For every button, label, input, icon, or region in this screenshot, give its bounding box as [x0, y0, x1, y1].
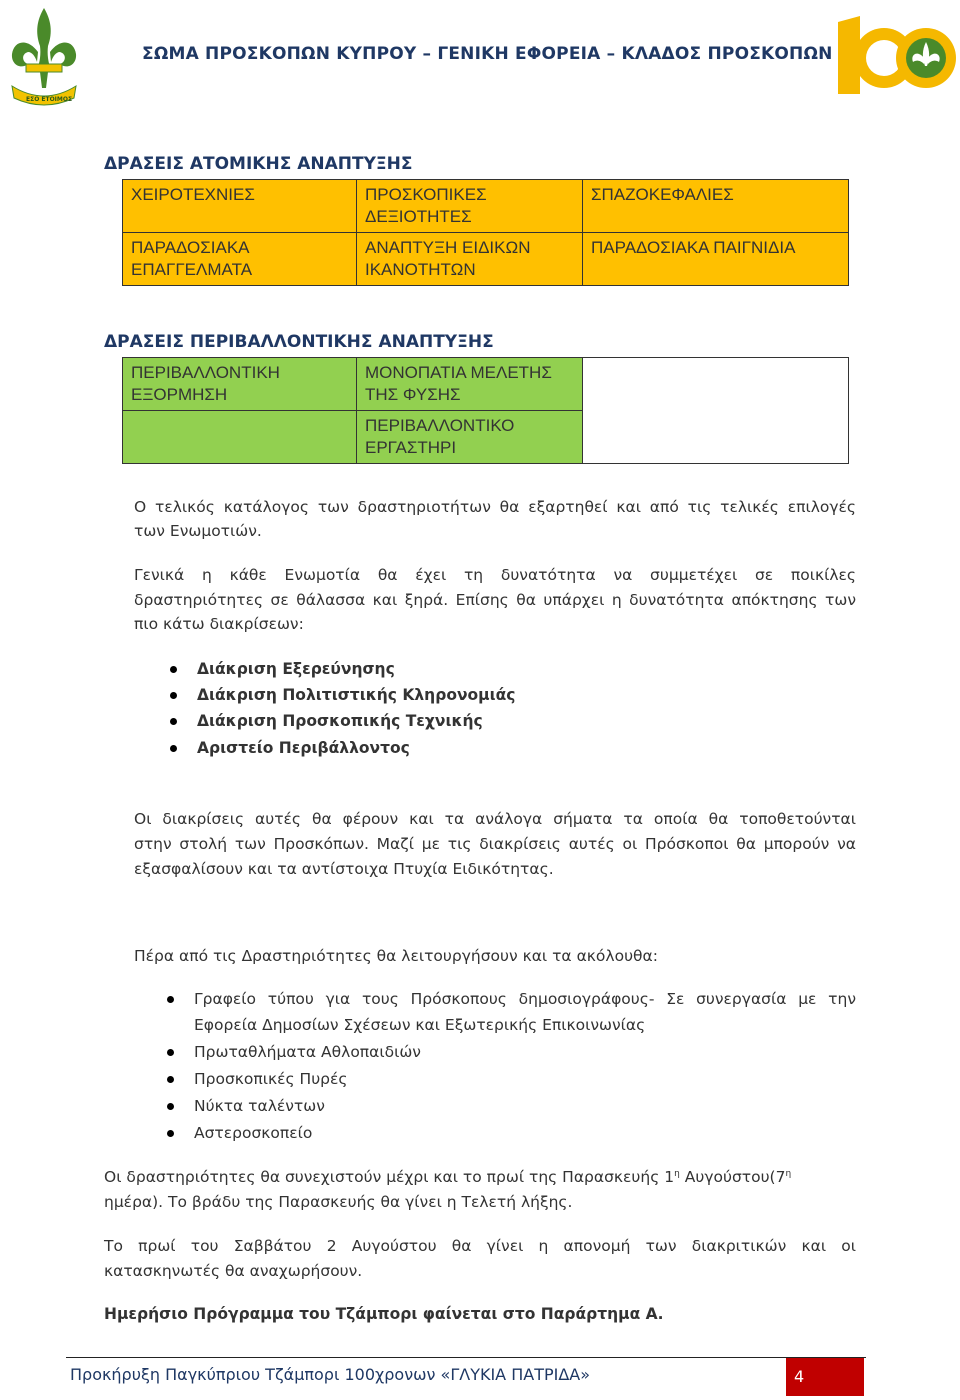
table-row — [123, 233, 849, 286]
personal-development-table — [122, 179, 849, 286]
section-heading-personal-development: ΔΡΑΣΕΙΣ ΑΤΟΜΙΚΗΣ ΑΝΑΠΤΥΞΗΣ — [104, 154, 413, 174]
logo-motto: ΕΣΟ ΕΤΟΙΜΟΣ — [26, 96, 73, 103]
paragraph-text: των Ενωμοτιών. — [134, 522, 262, 540]
list-item: Προσκοπικές Πυρές — [194, 1070, 348, 1088]
centenary-100-logo — [838, 12, 958, 104]
scout-fleur-de-lis-logo — [4, 2, 84, 108]
bullet-icon — [167, 1076, 174, 1083]
centenary-badge-icon — [838, 12, 958, 104]
list-item: Διάκριση Πολιτιστικής Κληρονομιάς — [197, 686, 516, 704]
paragraph-text: Γενικά η κάθε Ενωμοτία θα έχει τη δυνατότητα να συμμετέχει σε ποικίλες — [134, 566, 856, 584]
header-title: ΣΩΜΑ ΠΡΟΣΚΟΠΩΝ ΚΥΠΡΟΥ – ΓΕΝΙΚΗ ΕΦΟΡΕΙΑ – ΚΛΑΔΟΣ ΠΡΟΣΚΟΠΩΝ — [142, 44, 833, 64]
table-cell: ΠΕΡΙΒΑΛΛΟΝΤΙΚΗ ΕΞΟΡΜΗΣΗ — [123, 358, 357, 411]
bullet-icon — [167, 996, 174, 1003]
table-cell — [123, 411, 357, 464]
footer-text: Προκήρυξη Παγκύπριου Τζάμπορι 100χρονων «ΓΛΥΚΙΑ ΠΑΤΡΙΔΑ» — [70, 1365, 591, 1384]
list-item: Γραφείο τύπου για τους Πρόσκοπους δημοσιογράφους- Σε συνεργασία με την — [194, 990, 856, 1008]
page-number-box — [786, 1358, 864, 1396]
paragraph-text: Ο τελικός κατάλογος των δραστηριοτήτων θα εξαρτηθεί και από τις τελικές επιλογές — [134, 498, 856, 516]
table-cell: ΣΠΑΖΟΚΕΦΑΛΙΕΣ — [583, 180, 849, 233]
bullet-icon — [170, 692, 177, 699]
list-item: Πρωταθλήματα Αθλοπαιδιών — [194, 1043, 421, 1061]
paragraph-text: στην στολή των Προσκόπων. Μαζί με τις διακρίσεις αυτές οι Πρόσκοποι θα μπορούν να — [134, 835, 856, 853]
list-item: Αριστείο Περιβάλλοντος — [197, 739, 410, 757]
table-cell: ΧΕΙΡΟΤΕΧΝΙΕΣ — [123, 180, 357, 233]
paragraph-text-part: Οι δραστηριότητες θα συνεχιστούν μέχρι και το πρωί της Παρασκευής 1 — [104, 1168, 675, 1186]
superscript: η — [674, 1168, 680, 1179]
paragraph-text-part: Αυγούστου(7 — [679, 1168, 786, 1186]
paragraph-text: πιο κάτω διακρίσεων: — [134, 615, 304, 633]
table-cell: ΠΑΡΑΔΟΣΙΑΚΑ ΠΑΙΓΝΙΔΙΑ — [583, 233, 849, 286]
paragraph-text: δραστηριότητες σε θάλασσα και ξηρά. Επίσης θα υπάρχει η δυνατότητα απόκτησης των — [134, 591, 856, 609]
bullet-icon — [170, 718, 177, 725]
paragraph-text-bold: Ημερήσιο Πρόγραμμα του Τζάμπορι φαίνεται στο Παράρτημα Α. — [104, 1305, 664, 1323]
table-row — [123, 358, 849, 411]
bullet-icon — [167, 1103, 174, 1110]
list-item: Αστεροσκοπείο — [194, 1124, 313, 1142]
paragraph-text: Οι διακρίσεις αυτές θα φέρουν και τα ανάλογα σήματα τα οποία θα τοποθετούνται — [134, 810, 856, 828]
table-cell: ΠΡΟΣΚΟΠΙΚΕΣ ΔΕΞΙΟΤΗΤΕΣ — [357, 180, 583, 233]
page-number: 4 — [794, 1367, 805, 1386]
fleur-de-lis-icon — [4, 2, 84, 108]
centenary-logo-number — [838, 12, 839, 13]
list-item: Νύκτα ταλέντων — [194, 1097, 325, 1115]
environmental-development-table — [122, 357, 849, 464]
list-item: Διάκριση Εξερεύνησης — [197, 660, 395, 678]
table-cell: ΜΟΝΟΠΑΤΙΑ ΜΕΛΕΤΗΣ ΤΗΣ ΦΥΣΗΣ — [357, 358, 583, 411]
list-item-continuation: Εφορεία Δημοσίων Σχέσεων και Εξωτερικής Επικοινωνίας — [194, 1016, 646, 1034]
paragraph-text: κατασκηνωτές θα αναχωρήσουν. — [104, 1262, 363, 1280]
footer-divider — [66, 1357, 866, 1358]
list-item: Διάκριση Προσκοπικής Τεχνικής — [197, 712, 483, 730]
table-cell-empty — [583, 358, 849, 464]
table-cell: ΠΕΡΙΒΑΛΛΟΝΤΙΚΟ ΕΡΓΑΣΤΗΡΙ — [357, 411, 583, 464]
paragraph-text: Πέρα από τις Δραστηριότητες θα λειτουργήσουν και τα ακόλουθα: — [134, 947, 658, 965]
bullet-icon — [170, 666, 177, 673]
paragraph-text: εξασφαλίσουν και τα αντίστοιχα Πτυχία Ειδικότητας. — [134, 860, 554, 878]
bullet-icon — [167, 1049, 174, 1056]
superscript: η — [785, 1168, 792, 1179]
table-cell: ΑΝΑΠΤΥΞΗ ΕΙΔΙΚΩΝ ΙΚΑΝΟΤΗΤΩΝ — [357, 233, 583, 286]
paragraph-text — [104, 1164, 791, 1190]
table-row — [123, 180, 849, 233]
bullet-icon — [170, 745, 177, 752]
section-heading-environmental-development: ΔΡΑΣΕΙΣ ΠΕΡΙΒΑΛΛΟΝΤΙΚΗΣ ΑΝΑΠΤΥΞΗΣ — [104, 332, 494, 352]
paragraph-text: Το πρωί του Σαββάτου 2 Αυγούστου θα γίνει η απονομή των διακριτικών και οι — [104, 1237, 856, 1255]
bullet-icon — [167, 1130, 174, 1137]
table-cell: ΠΑΡΑΔΟΣΙΑΚΑ ΕΠΑΓΓΕΛΜΑΤΑ — [123, 233, 357, 286]
paragraph-text: ημέρα). Το βράδυ της Παρασκευής θα γίνει η Τελετή λήξης. — [104, 1193, 573, 1211]
